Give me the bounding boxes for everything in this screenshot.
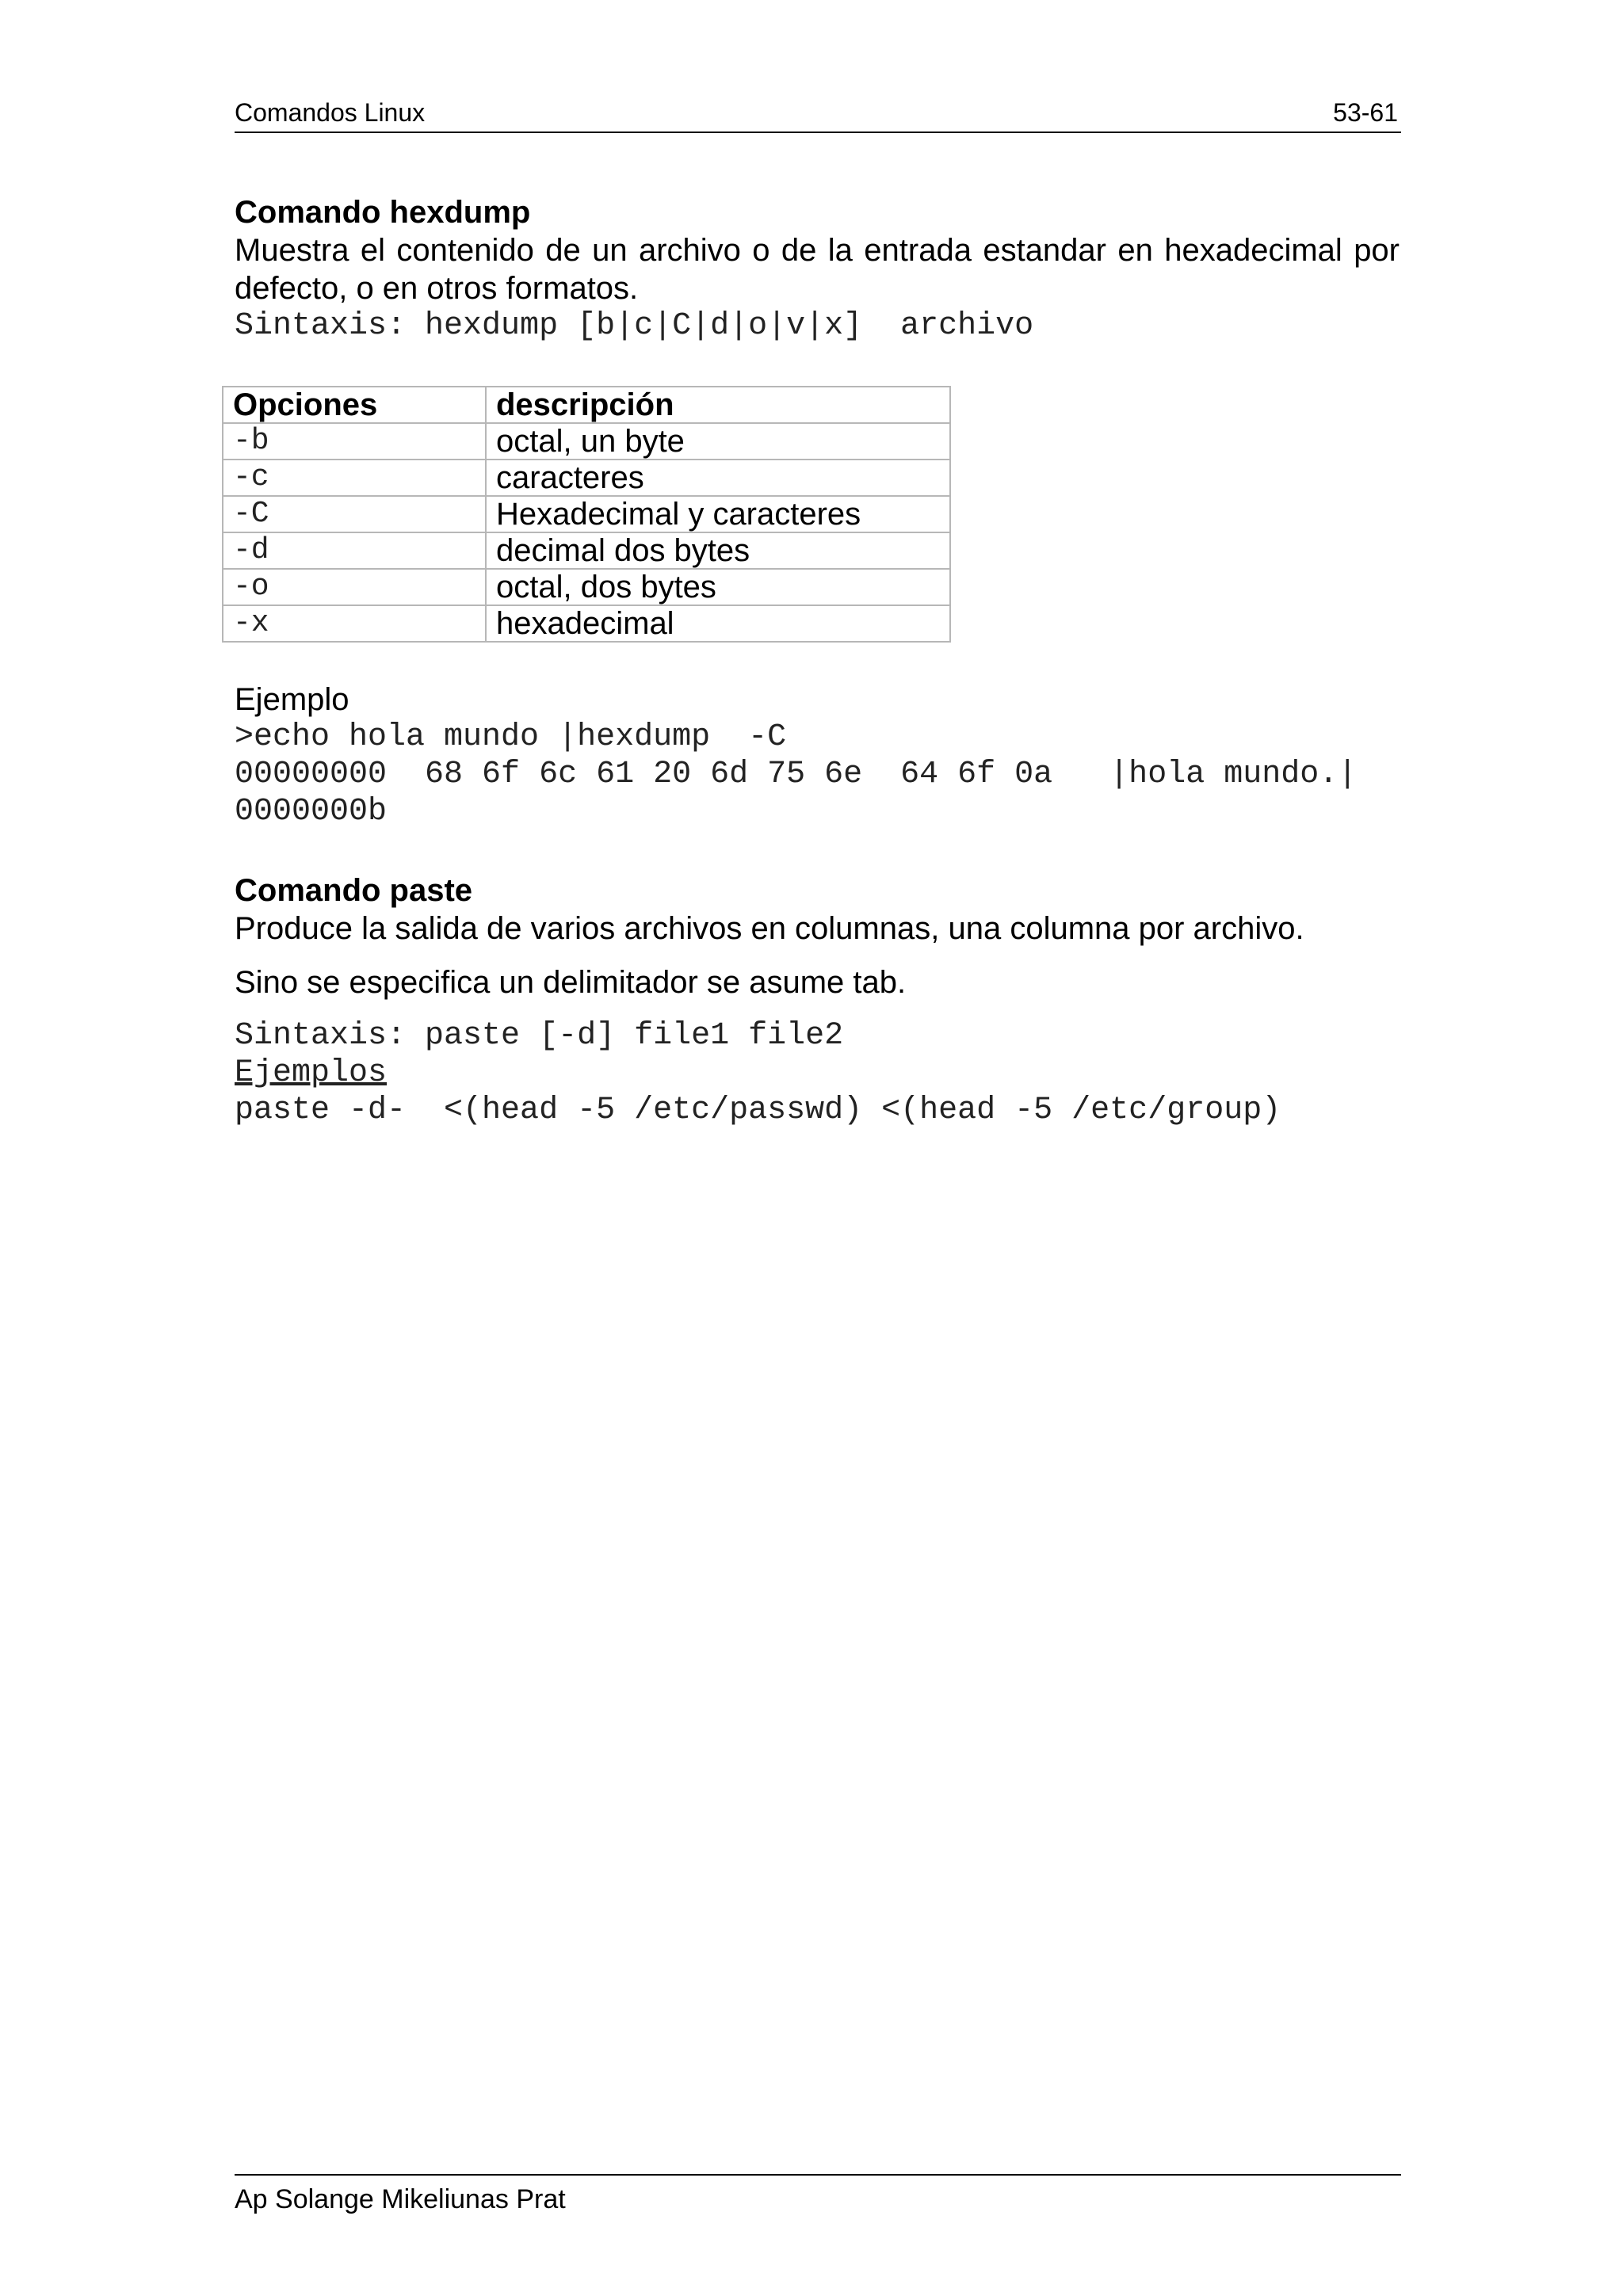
- option-cell: -x: [223, 605, 486, 642]
- table-row: [223, 532, 950, 569]
- option-cell: -d: [223, 532, 486, 569]
- example-line: 0000000b: [235, 794, 388, 830]
- description-cell: Hexadecimal y caracteres: [486, 496, 950, 532]
- hexdump-heading: Comando hexdump: [235, 195, 531, 230]
- header-title: Comandos Linux: [235, 98, 426, 127]
- description-cell: octal, un byte: [486, 423, 950, 460]
- page-content: [235, 193, 1400, 1129]
- paste-syntax: Sintaxis: paste [-d] file1 file2: [235, 1018, 844, 1054]
- page-number: 53-61: [1333, 98, 1398, 127]
- option-cell: -c: [223, 460, 486, 496]
- option-cell: -o: [223, 569, 486, 605]
- example-line: 00000000 68 6f 6c 61 20 6d 75 6e 64 6f 0a |hola mundo.|: [235, 757, 1358, 792]
- footer-author: Ap Solange Mikeliunas Prat: [235, 2184, 566, 2214]
- examples-label: Ejemplos: [235, 1055, 388, 1091]
- description-cell: caracteres: [486, 460, 950, 496]
- table-row: [223, 423, 950, 460]
- paste-note: Sino se especifica un delimitador se asume tab.: [235, 965, 907, 1000]
- example-line: >echo hola mundo |hexdump -C: [235, 719, 787, 755]
- table-row: [223, 605, 950, 642]
- table-row: [223, 496, 950, 532]
- hexdump-description: Muestra el contenido de un archivo o de la entrada estandar en hexadecimal por defecto, o en otros formatos.: [235, 233, 1400, 306]
- option-cell: -b: [223, 423, 486, 460]
- description-cell: decimal dos bytes: [486, 532, 950, 569]
- description-cell: hexadecimal: [486, 605, 950, 642]
- option-cell: -C: [223, 496, 486, 532]
- paste-heading: Comando paste: [235, 873, 473, 908]
- options-table-header: [223, 387, 950, 423]
- page-footer: [235, 2174, 1401, 2215]
- description-cell: octal, dos bytes: [486, 569, 950, 605]
- table-row: [223, 569, 950, 605]
- hexdump-syntax: Sintaxis: hexdump [b|c|C|d|o|v|x] archivo: [235, 308, 1034, 344]
- table-row: [223, 460, 950, 496]
- paste-description: Produce la salida de varios archivos en columnas, una columna por archivo.: [235, 911, 1304, 946]
- options-table: [222, 386, 951, 643]
- example-label: Ejemplo: [235, 682, 349, 717]
- options-header: Opciones: [223, 387, 486, 423]
- description-header: descripción: [486, 387, 950, 423]
- page-header: [235, 97, 1401, 133]
- paste-example-line: paste -d- <(head -5 /etc/passwd) <(head -5 /etc/group): [235, 1093, 1281, 1128]
